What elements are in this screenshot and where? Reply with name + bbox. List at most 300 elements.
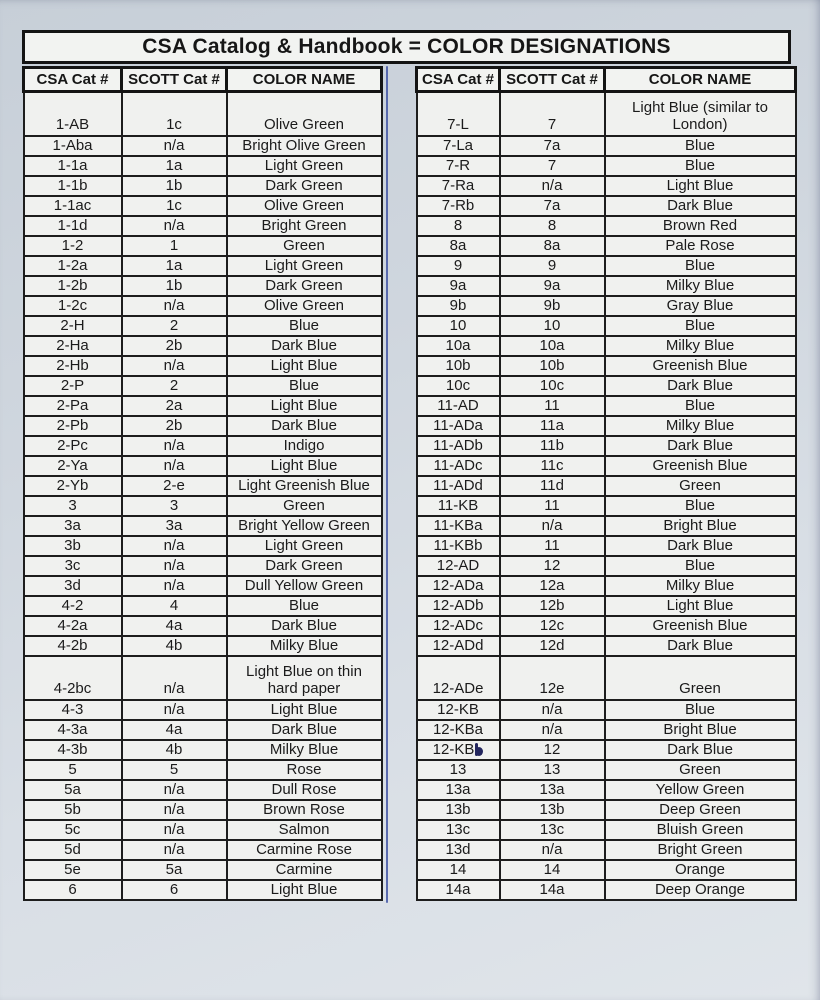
csa-cat-cell: 13b [417, 800, 500, 820]
scott-cat-cell: 2 [122, 376, 227, 396]
color-name-cell: Dark Green [227, 176, 382, 196]
csa-color-table-right [415, 66, 797, 901]
table-row [24, 596, 382, 616]
color-name-cell: Blue [227, 316, 382, 336]
scott-cat-cell: n/a [500, 516, 605, 536]
csa-cat-cell: 12-ADa [417, 576, 500, 596]
csa-cat-cell: 12-ADd [417, 636, 500, 656]
scott-cat-cell: n/a [122, 296, 227, 316]
table-row [24, 296, 382, 316]
table-row [417, 236, 796, 256]
scott-cat-cell: 4a [122, 616, 227, 636]
csa-cat-cell: 5d [24, 840, 122, 860]
scott-cat-cell: 1a [122, 156, 227, 176]
scott-cat-cell: n/a [122, 436, 227, 456]
color-name-cell: Blue [605, 136, 796, 156]
table-row [417, 760, 796, 780]
color-name-cell: Greenish Blue [605, 616, 796, 636]
csa-cat-cell: 10b [417, 356, 500, 376]
table-row [24, 216, 382, 236]
color-name-cell: Light Blue [227, 880, 382, 900]
column-header-scott-cat: SCOTT Cat # [122, 68, 227, 92]
table-row [417, 496, 796, 516]
scott-cat-cell: n/a [122, 216, 227, 236]
csa-cat-cell: 5e [24, 860, 122, 880]
table-row [24, 880, 382, 900]
table-row [24, 556, 382, 576]
csa-cat-cell: 1-1ac [24, 196, 122, 216]
column-header-csa-cat: CSA Cat # [417, 68, 500, 92]
scott-cat-cell: 6 [122, 880, 227, 900]
scott-cat-cell: 9a [500, 276, 605, 296]
table-row [417, 700, 796, 720]
color-name-cell: Brown Rose [227, 800, 382, 820]
scott-cat-cell: 7a [500, 196, 605, 216]
color-name-cell: Deep Orange [605, 880, 796, 900]
scott-cat-cell: 10b [500, 356, 605, 376]
color-name-cell: Light Blue [605, 596, 796, 616]
scott-cat-cell: 14a [500, 880, 605, 900]
table-row [417, 296, 796, 316]
csa-cat-cell: 12-ADe [417, 656, 500, 700]
table-row [417, 136, 796, 156]
table-row [417, 576, 796, 596]
table-row [24, 316, 382, 336]
table-row [24, 780, 382, 800]
csa-cat-cell: 13d [417, 840, 500, 860]
table-row [417, 720, 796, 740]
csa-cat-cell: 2-Hb [24, 356, 122, 376]
csa-cat-cell: 11-KB [417, 496, 500, 516]
table-row [24, 800, 382, 820]
table-row [24, 396, 382, 416]
color-name-cell: Carmine [227, 860, 382, 880]
color-name-cell: Orange [605, 860, 796, 880]
color-name-cell: Blue [605, 556, 796, 576]
table-row [417, 156, 796, 176]
table-row [24, 516, 382, 536]
scott-cat-cell: 1b [122, 176, 227, 196]
scott-cat-cell: n/a [122, 576, 227, 596]
color-name-cell: Olive Green [227, 296, 382, 316]
header-row [24, 68, 382, 92]
table-row [24, 576, 382, 596]
left-table-wrap [22, 66, 383, 901]
table-row [24, 476, 382, 496]
csa-cat-cell: 3d [24, 576, 122, 596]
csa-cat-cell: 7-La [417, 136, 500, 156]
color-name-cell: Rose [227, 760, 382, 780]
table-row [24, 196, 382, 216]
color-name-cell: Carmine Rose [227, 840, 382, 860]
color-name-cell: Blue [605, 256, 796, 276]
color-name-cell: Olive Green [227, 92, 382, 137]
csa-cat-cell: 3c [24, 556, 122, 576]
color-name-cell: Bluish Green [605, 820, 796, 840]
color-name-cell: Light Blue [227, 356, 382, 376]
scott-cat-cell: 2 [122, 316, 227, 336]
color-name-cell: Dark Blue [227, 616, 382, 636]
color-name-cell: Dull Rose [227, 780, 382, 800]
scott-cat-cell: n/a [122, 800, 227, 820]
scott-cat-cell: 12a [500, 576, 605, 596]
color-name-cell: Bright Blue [605, 516, 796, 536]
table-row [417, 800, 796, 820]
csa-cat-cell: 14 [417, 860, 500, 880]
table-row [417, 92, 796, 137]
color-name-cell: Dark Blue [227, 336, 382, 356]
csa-cat-cell: 6 [24, 880, 122, 900]
scott-cat-cell: 8 [500, 216, 605, 236]
scott-cat-cell: n/a [122, 840, 227, 860]
table-row [24, 760, 382, 780]
color-name-cell: Pale Rose [605, 236, 796, 256]
table-row [24, 456, 382, 476]
scott-cat-cell: 4b [122, 740, 227, 760]
color-name-cell: Green [605, 760, 796, 780]
color-name-cell: Indigo [227, 436, 382, 456]
csa-cat-cell: 9b [417, 296, 500, 316]
table-row [24, 136, 382, 156]
scott-cat-cell: 2-e [122, 476, 227, 496]
scott-cat-cell: 11 [500, 496, 605, 516]
csa-cat-cell: 11-ADc [417, 456, 500, 476]
scott-cat-cell: 10a [500, 336, 605, 356]
table-row [24, 336, 382, 356]
csa-cat-cell: 1-1a [24, 156, 122, 176]
color-name-cell: Bright Blue [605, 720, 796, 740]
scott-cat-cell: 3 [122, 496, 227, 516]
csa-cat-cell: 1-2 [24, 236, 122, 256]
csa-cat-cell: 9a [417, 276, 500, 296]
csa-cat-cell: 13 [417, 760, 500, 780]
csa-cat-cell: 1-Aba [24, 136, 122, 156]
scott-cat-cell: 4 [122, 596, 227, 616]
scott-cat-cell: 9 [500, 256, 605, 276]
table-row [24, 376, 382, 396]
scott-cat-cell: 2b [122, 416, 227, 436]
color-name-cell: Yellow Green [605, 780, 796, 800]
csa-cat-cell: 4-2bc [24, 656, 122, 700]
color-name-cell: Milky Blue [605, 416, 796, 436]
color-name-cell: Green [227, 496, 382, 516]
table-row [417, 780, 796, 800]
csa-cat-cell: 2-Pb [24, 416, 122, 436]
csa-cat-cell: 2-Pa [24, 396, 122, 416]
table-row [417, 316, 796, 336]
csa-cat-cell: 5c [24, 820, 122, 840]
table-row [417, 860, 796, 880]
table-row [24, 176, 382, 196]
csa-cat-cell: 10 [417, 316, 500, 336]
scott-cat-cell: 10c [500, 376, 605, 396]
csa-cat-cell: 2-Ha [24, 336, 122, 356]
color-name-cell: Light Blue [227, 700, 382, 720]
color-name-cell: Milky Blue [605, 336, 796, 356]
csa-cat-cell: 1-1b [24, 176, 122, 196]
color-name-cell: Blue [605, 700, 796, 720]
table-row [417, 880, 796, 900]
scott-cat-cell: 2b [122, 336, 227, 356]
color-name-cell: Bright Olive Green [227, 136, 382, 156]
ink-blot [475, 743, 483, 756]
color-name-cell: Dark Blue [605, 536, 796, 556]
scott-cat-cell: 12d [500, 636, 605, 656]
csa-cat-cell: 11-AD [417, 396, 500, 416]
csa-cat-cell: 7-Ra [417, 176, 500, 196]
scott-cat-cell: 7 [500, 156, 605, 176]
color-name-cell: Blue [605, 396, 796, 416]
scott-cat-cell: n/a [122, 820, 227, 840]
color-name-cell: Blue [227, 596, 382, 616]
scott-cat-cell: 7 [500, 92, 605, 137]
csa-cat-cell: 9 [417, 256, 500, 276]
color-name-cell: Dark Blue [605, 196, 796, 216]
table-row [417, 476, 796, 496]
color-name-cell: Light Blue [227, 456, 382, 476]
table-row [24, 860, 382, 880]
column-header-csa-cat: CSA Cat # [24, 68, 122, 92]
color-name-cell: Dark Blue [605, 636, 796, 656]
csa-cat-cell: 1-2b [24, 276, 122, 296]
csa-cat-cell: 7-L [417, 92, 500, 137]
table-row [24, 820, 382, 840]
column-header-color-name: COLOR NAME [227, 68, 382, 92]
csa-cat-cell: 12-KB [417, 740, 500, 760]
color-name-cell: Light Green [227, 536, 382, 556]
csa-cat-cell: 4-2a [24, 616, 122, 636]
table-row [417, 376, 796, 396]
scott-cat-cell: n/a [500, 176, 605, 196]
table-row [24, 700, 382, 720]
table-row [24, 156, 382, 176]
color-name-cell: Bright Green [227, 216, 382, 236]
table-row [24, 256, 382, 276]
color-name-cell: Dark Blue [605, 376, 796, 396]
csa-cat-cell: 8a [417, 236, 500, 256]
scanned-document [22, 30, 791, 901]
color-name-cell: Green [605, 476, 796, 496]
table-row [24, 92, 382, 137]
scott-cat-cell: 12e [500, 656, 605, 700]
scott-cat-cell: 5a [122, 860, 227, 880]
color-name-cell: Greenish Blue [605, 356, 796, 376]
scott-cat-cell: 11c [500, 456, 605, 476]
scott-cat-cell: 11b [500, 436, 605, 456]
color-name-cell: Green [227, 236, 382, 256]
table-row [24, 740, 382, 760]
scott-cat-cell: n/a [122, 456, 227, 476]
table-row [417, 256, 796, 276]
scott-cat-cell: n/a [122, 556, 227, 576]
color-name-cell: Greenish Blue [605, 456, 796, 476]
csa-cat-cell: 13a [417, 780, 500, 800]
color-name-cell: Dark Blue [605, 436, 796, 456]
color-name-cell: Light Blue on thin hard paper [227, 656, 382, 700]
color-name-cell: Bright Green [605, 840, 796, 860]
color-name-cell: Blue [605, 156, 796, 176]
tables-container [22, 66, 791, 901]
csa-cat-cell: 11-KBa [417, 516, 500, 536]
table-row [417, 196, 796, 216]
color-name-cell: Dark Green [227, 276, 382, 296]
csa-cat-cell: 2-Ya [24, 456, 122, 476]
table-row [417, 596, 796, 616]
table-row [24, 436, 382, 456]
scott-cat-cell: 12b [500, 596, 605, 616]
color-name-cell: Olive Green [227, 196, 382, 216]
scott-cat-cell: n/a [122, 780, 227, 800]
csa-cat-cell: 11-ADd [417, 476, 500, 496]
color-name-cell: Dark Blue [605, 740, 796, 760]
table-row [24, 536, 382, 556]
table-row [24, 236, 382, 256]
scott-cat-cell: 12c [500, 616, 605, 636]
table-row [24, 720, 382, 740]
csa-cat-cell: 4-2 [24, 596, 122, 616]
document-title: CSA Catalog & Handbook = COLOR DESIGNATIONS [22, 30, 791, 64]
scott-cat-cell: 5 [122, 760, 227, 780]
color-name-cell: Deep Green [605, 800, 796, 820]
table-row [24, 616, 382, 636]
color-name-cell: Dark Blue [227, 720, 382, 740]
csa-cat-cell: 2-P [24, 376, 122, 396]
table-row [417, 416, 796, 436]
scott-cat-cell: n/a [500, 720, 605, 740]
scott-cat-cell: n/a [500, 840, 605, 860]
color-name-cell: Light Blue (similar to London) [605, 92, 796, 137]
csa-cat-cell: 2-Yb [24, 476, 122, 496]
csa-cat-cell: 4-3b [24, 740, 122, 760]
csa-cat-cell: 12-ADb [417, 596, 500, 616]
scott-cat-cell: 13b [500, 800, 605, 820]
csa-cat-cell: 3a [24, 516, 122, 536]
scott-cat-cell: n/a [122, 700, 227, 720]
csa-cat-cell: 12-KB [417, 700, 500, 720]
table-row [417, 456, 796, 476]
table-row [24, 636, 382, 656]
csa-cat-cell: 11-ADa [417, 416, 500, 436]
color-name-cell: Green [605, 656, 796, 700]
table-row [417, 336, 796, 356]
color-name-cell: Dark Blue [227, 416, 382, 436]
table-row [417, 436, 796, 456]
csa-cat-cell: 1-1d [24, 216, 122, 236]
csa-cat-cell: 2-Pc [24, 436, 122, 456]
table-row [417, 396, 796, 416]
table-row [24, 656, 382, 700]
table-row [417, 176, 796, 196]
scott-cat-cell: 4b [122, 636, 227, 656]
csa-cat-cell: 1-AB [24, 92, 122, 137]
csa-cat-cell: 5 [24, 760, 122, 780]
table-row [24, 356, 382, 376]
scott-cat-cell: 3a [122, 516, 227, 536]
table-row [417, 216, 796, 236]
csa-cat-cell: 5b [24, 800, 122, 820]
color-name-cell: Milky Blue [227, 636, 382, 656]
csa-cat-cell: 4-3a [24, 720, 122, 740]
color-name-cell: Gray Blue [605, 296, 796, 316]
csa-cat-cell: 5a [24, 780, 122, 800]
table-row [417, 656, 796, 700]
table-row [417, 616, 796, 636]
csa-cat-cell: 7-R [417, 156, 500, 176]
table-row [24, 840, 382, 860]
color-name-cell: Light Green [227, 156, 382, 176]
color-name-cell: Brown Red [605, 216, 796, 236]
csa-cat-cell: 3b [24, 536, 122, 556]
scott-cat-cell: 1b [122, 276, 227, 296]
color-name-cell: Milky Blue [227, 740, 382, 760]
scott-cat-cell: 1c [122, 92, 227, 137]
csa-cat-cell: 10a [417, 336, 500, 356]
scott-cat-cell: 1c [122, 196, 227, 216]
csa-cat-cell: 4-3 [24, 700, 122, 720]
table-row [417, 820, 796, 840]
csa-cat-cell: 1-2c [24, 296, 122, 316]
scott-cat-cell: 14 [500, 860, 605, 880]
color-name-cell: Milky Blue [605, 576, 796, 596]
table-row [417, 556, 796, 576]
table-row [417, 536, 796, 556]
table-row [417, 516, 796, 536]
scott-cat-cell: 1 [122, 236, 227, 256]
color-name-cell: Blue [605, 316, 796, 336]
color-name-cell: Light Greenish Blue [227, 476, 382, 496]
scott-cat-cell: n/a [500, 700, 605, 720]
csa-cat-cell: 12-AD [417, 556, 500, 576]
scott-cat-cell: n/a [122, 536, 227, 556]
scott-cat-cell: n/a [122, 136, 227, 156]
scott-cat-cell: n/a [122, 356, 227, 376]
scott-cat-cell: 11 [500, 536, 605, 556]
color-name-cell: Light Blue [605, 176, 796, 196]
color-name-cell: Blue [227, 376, 382, 396]
csa-cat-cell: 8 [417, 216, 500, 236]
csa-cat-cell: 4-2b [24, 636, 122, 656]
csa-cat-cell: 7-Rb [417, 196, 500, 216]
color-name-cell: Bright Yellow Green [227, 516, 382, 536]
color-name-cell: Blue [605, 496, 796, 516]
color-name-cell: Light Blue [227, 396, 382, 416]
table-row [417, 276, 796, 296]
color-name-cell: Dull Yellow Green [227, 576, 382, 596]
scott-cat-cell: 10 [500, 316, 605, 336]
color-name-cell: Light Green [227, 256, 382, 276]
csa-cat-cell: 2-H [24, 316, 122, 336]
right-table-wrap [415, 66, 797, 901]
csa-cat-cell: 12-ADc [417, 616, 500, 636]
scott-cat-cell: n/a [122, 656, 227, 700]
csa-cat-cell: 11-ADb [417, 436, 500, 456]
csa-cat-cell: 12-KBa [417, 720, 500, 740]
scott-cat-cell: 13c [500, 820, 605, 840]
scott-cat-cell: 13a [500, 780, 605, 800]
table-row [24, 276, 382, 296]
table-row [24, 496, 382, 516]
scott-cat-cell: 11d [500, 476, 605, 496]
scott-cat-cell: 12 [500, 740, 605, 760]
table-row [417, 356, 796, 376]
color-name-cell: Dark Green [227, 556, 382, 576]
table-row [417, 740, 796, 760]
scott-cat-cell: 2a [122, 396, 227, 416]
scott-cat-cell: 13 [500, 760, 605, 780]
csa-cat-cell: 3 [24, 496, 122, 516]
color-name-cell: Milky Blue [605, 276, 796, 296]
csa-color-table-left [22, 66, 383, 901]
